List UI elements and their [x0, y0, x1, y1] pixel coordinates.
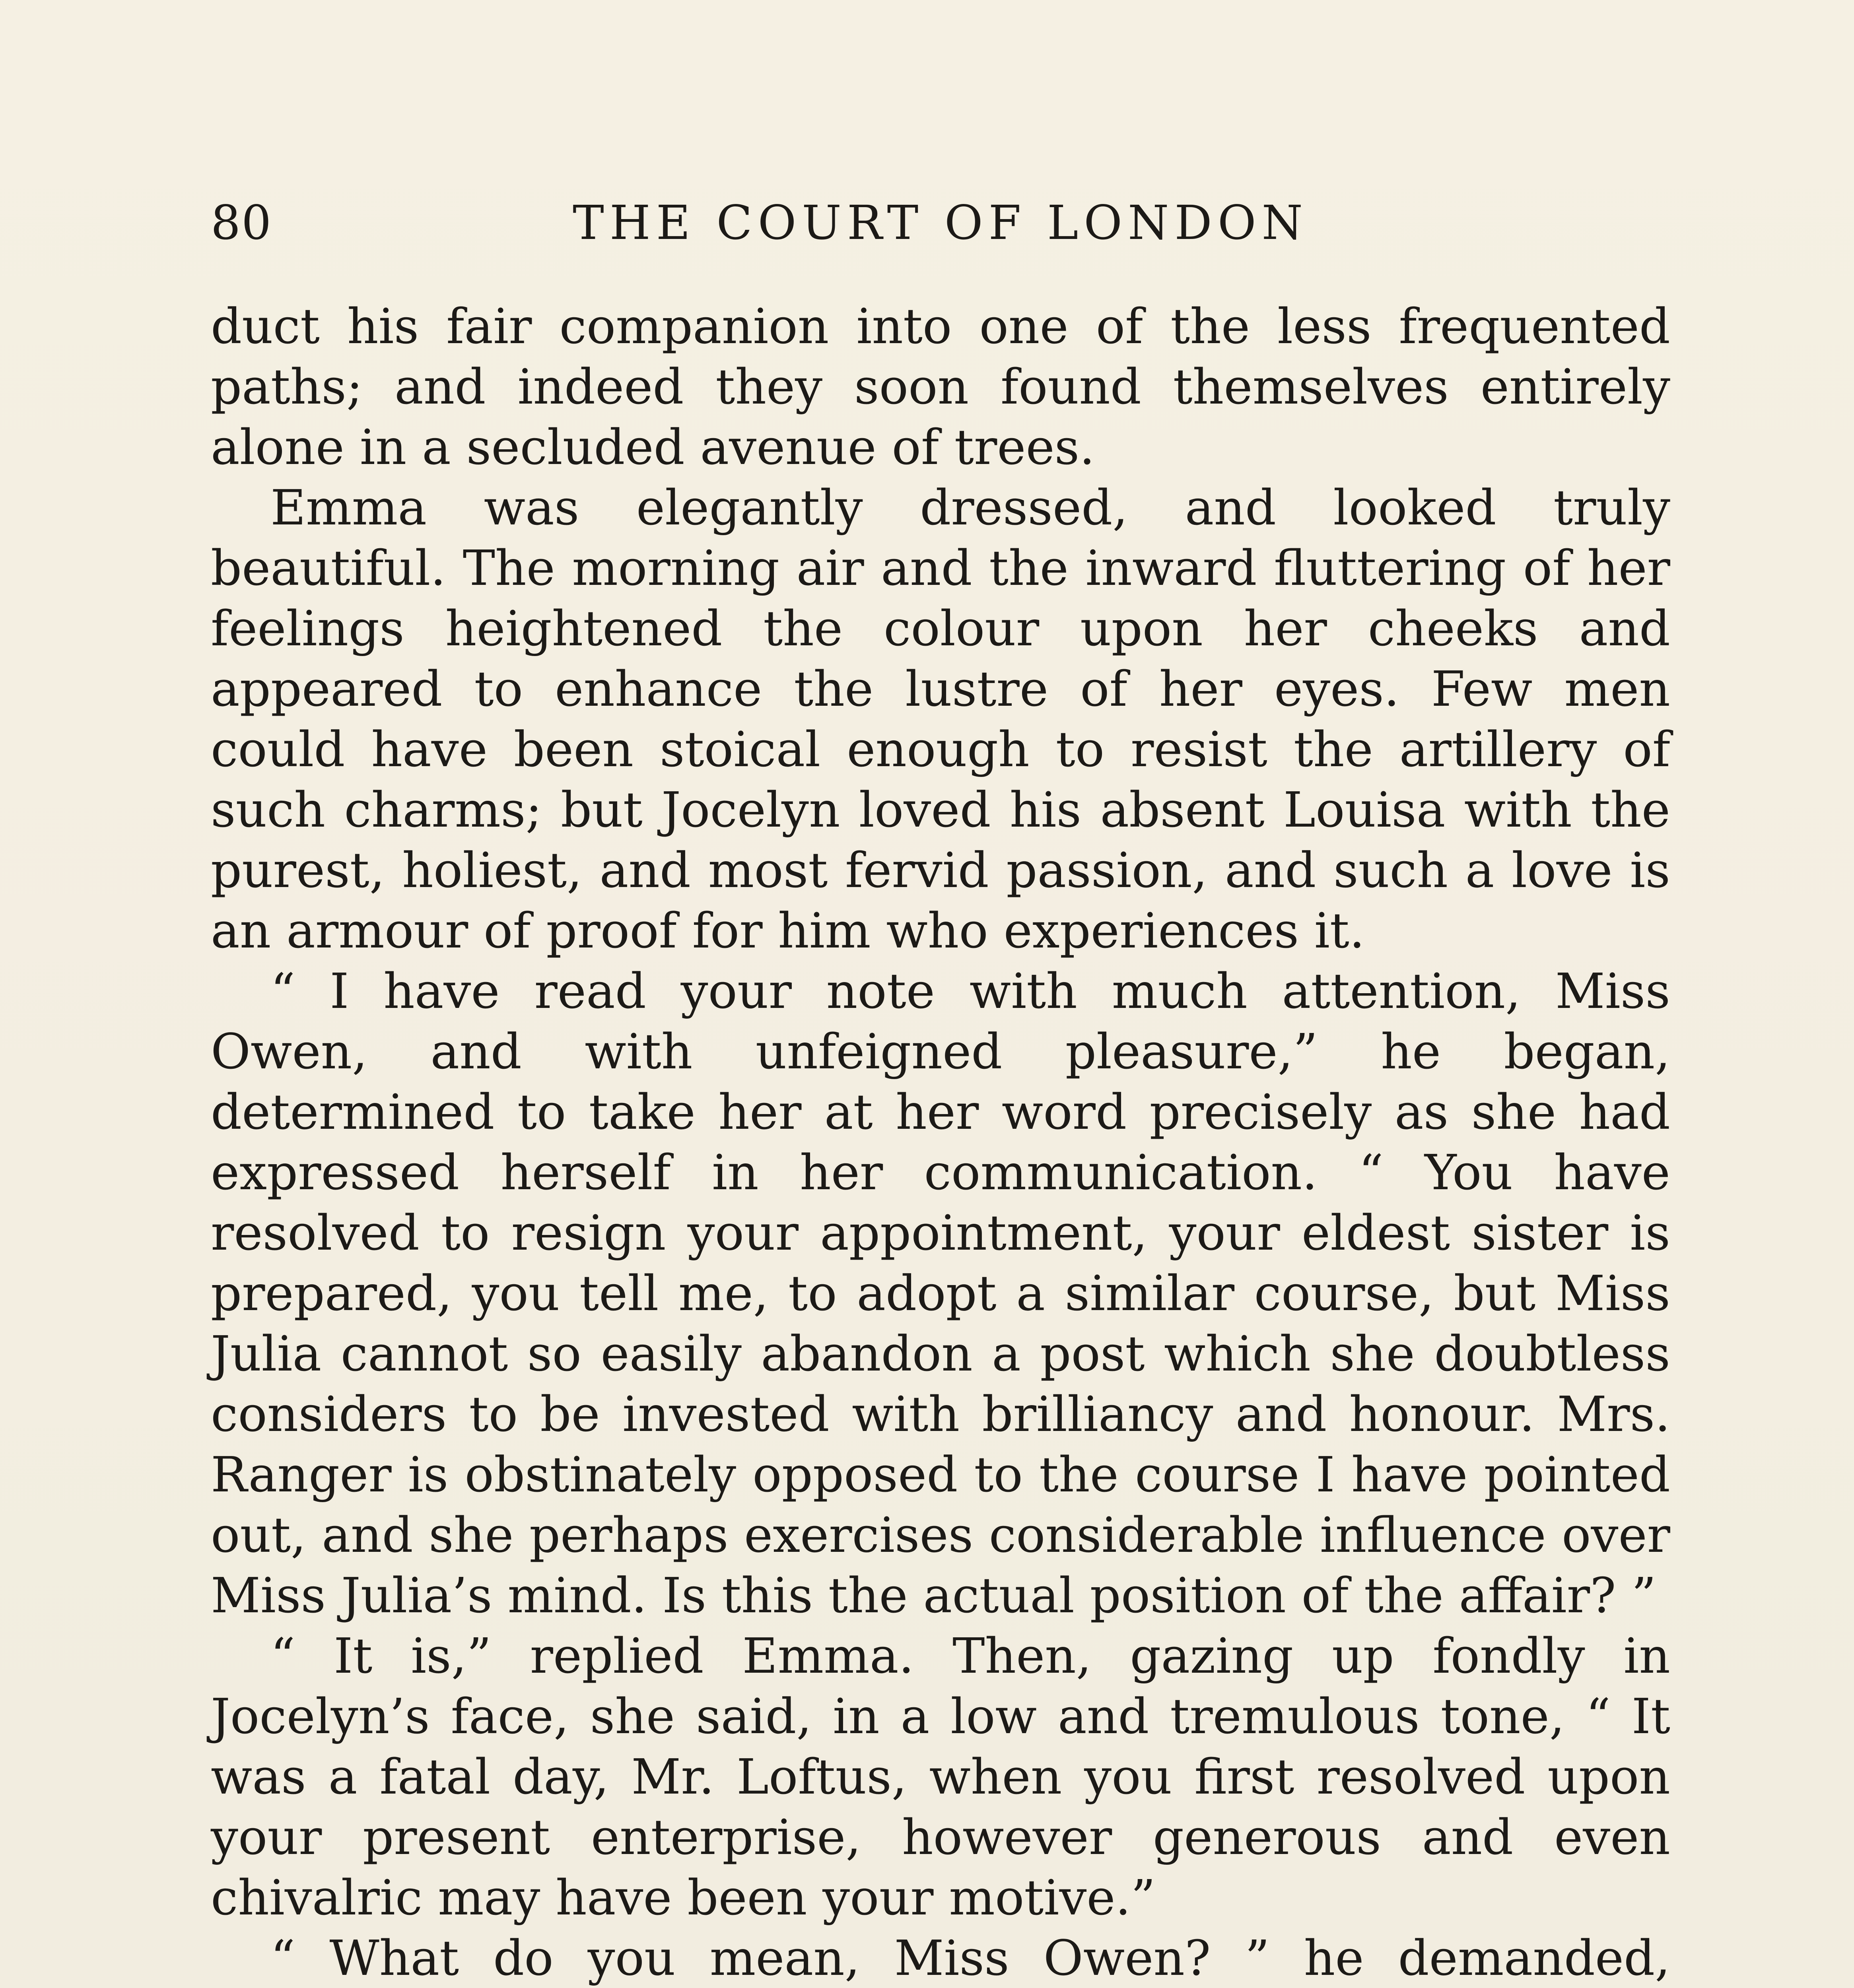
paragraph: Emma was elegantly dressed, and looked truly beautiful. The morning air and the inward fluttering of her feelings heightened the colour upon her cheeks and appeared to enhance the lustre of her eyes. Few men could have been stoical enough to resist the artillery of such charms; but Jocelyn loved his absent Louisa with the purest, holiest, and most fervid passion, and such a love is an armour of proof for him who experiences it.	[211, 480, 1670, 959]
page-number: 80	[211, 195, 272, 250]
book-title: THE COURT OF LONDON	[573, 195, 1308, 250]
running-head	[211, 187, 1670, 258]
paragraph: duct his fair companion into one of the less frequented paths; and indeed they soon found themselves entirely alone in a secluded avenue of trees.	[211, 298, 1670, 476]
paragraph: “ I have read your note with much attention, Miss Owen, and with unfeigned pleasure,” he began, determined to take her at her word precisely as she had expressed herself in her communication. “ You have resolved to resign your appointment, your eldest sister is prepared, you tell me, to adopt a similar course, but Miss Julia cannot so easily abandon a post which she doubtless considers to be invested with brilliancy and honour. Mrs. Ranger is obstinately opposed to the course I have pointed out, and she perhaps exercises considerable influence over Miss Julia’s mind. Is this the actual position of the affair? ”	[211, 963, 1670, 1624]
paragraph: “ It is,” replied Emma. Then, gazing up fondly in Jocelyn’s face, she said, in a low and tremulous tone, “ It was a fatal day, Mr. Loftus, when you first resolved upon your present enterprise, however generous and even chivalric may have been your motive.”	[211, 1628, 1670, 1926]
paragraph: “ What do you mean, Miss Owen? ” he demanded,	[270, 1930, 1670, 1986]
body-text	[211, 296, 1670, 1988]
